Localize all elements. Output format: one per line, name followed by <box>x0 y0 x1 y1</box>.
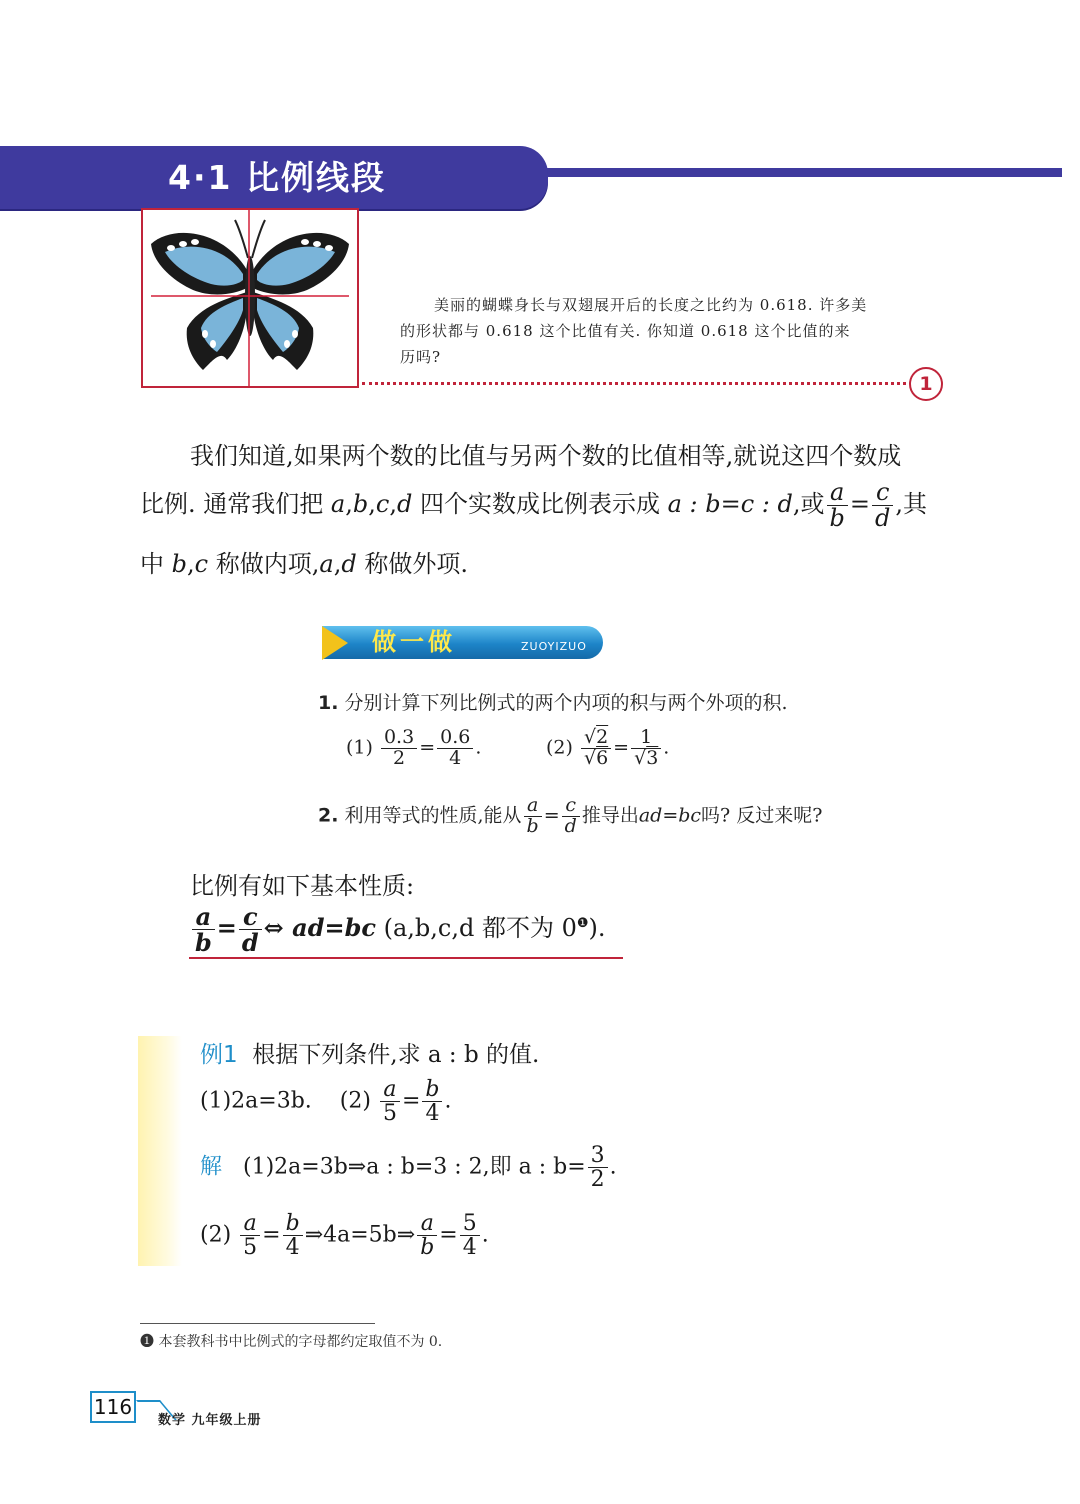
solution-line-2: (2) $\frac{a}{5}$ = $\frac{b}{4}$ ⇒4a=5b⇒ $\frac{a}{b}$ = $\frac{5}{4}$ . <box>200 1211 489 1261</box>
fraction-a-b: $\frac{a}{b}$ <box>827 480 848 531</box>
body-line-2: 比例. 通常我们把 a,b,c,d 四个实数成比例表示成 a : b=c : d,或 $\frac{a}{b}$ = $\frac{c}{d}$ ,其 <box>140 478 928 533</box>
page-number: 116 <box>90 1391 136 1423</box>
intro-line-2: 的形状都与 0.618 这个比值有关. 你知道 0.618 这个比值的来 <box>400 322 851 340</box>
task-1-part-2: (2) $\frac{√2}{√6}$ = $\frac{1}{√3}$ . <box>546 726 670 769</box>
butterfly-icon <box>143 210 357 386</box>
book-title: 数学 九年级上册 <box>158 1413 262 1428</box>
intro-line-1: 美丽的蝴蝶身长与双翅展开后的长度之比约为 0.618. 许多美 <box>434 296 868 314</box>
property-formula: $\frac{a}{b}$ = $\frac{c}{d}$ ⇔ ad=bc (a,b,c,d 都不为 $0^❶$). <box>190 904 606 955</box>
body-line-1: 我们知道,如果两个数的比值与另两个数的比值相等,就说这四个数成 <box>190 442 902 470</box>
section-title: 4·1 比例线段 <box>168 158 386 197</box>
task-1-part-1: (1) $\frac{0.3}{2}$ = $\frac{0.6}{4}$ . <box>346 726 482 769</box>
intro-text <box>400 292 906 370</box>
circled-marker: 1 <box>909 367 943 401</box>
fraction-c-d: $\frac{c}{d}$ <box>872 480 893 531</box>
footnote: ❶ 本套教科书中比例式的字母都约定取值不为 0. <box>140 1334 443 1350</box>
property-intro: 比例有如下基本性质: <box>190 872 415 900</box>
dotted-divider <box>362 382 906 385</box>
header-rule <box>540 168 1062 177</box>
body-line-3: 中 b,c 称做内项,a,d 称做外项. <box>140 550 468 578</box>
footnote-rule <box>140 1323 375 1324</box>
property-underline <box>189 957 623 959</box>
example-margin-bar <box>138 1036 182 1266</box>
activity-sublabel: ZUOYIZUO <box>521 640 587 653</box>
activity-label: 做一做 <box>372 628 456 656</box>
intro-line-3: 历吗? <box>400 348 442 366</box>
butterfly-figure <box>141 208 359 388</box>
task-2: 2. 利用等式的性质,能从 $\frac{a}{b}$ = $\frac{c}{d}$ 推导出ad=bc吗? 反过来呢? <box>318 794 823 837</box>
example-conditions: (1)2a=3b. (2) $\frac{a}{5}$ = $\frac{b}{4}$ . <box>200 1077 452 1127</box>
solution-line-1: 解 (1)2a=3b⇒a : b=3 : 2,即 a : b= $\frac{3}{2}$ . <box>200 1143 617 1193</box>
play-arrow-icon <box>322 626 348 660</box>
example-heading: 例1 根据下列条件,求 a : b 的值. <box>200 1042 540 1068</box>
task-1: 1. 分别计算下列比例式的两个内项的积与两个外项的积. <box>318 692 788 714</box>
